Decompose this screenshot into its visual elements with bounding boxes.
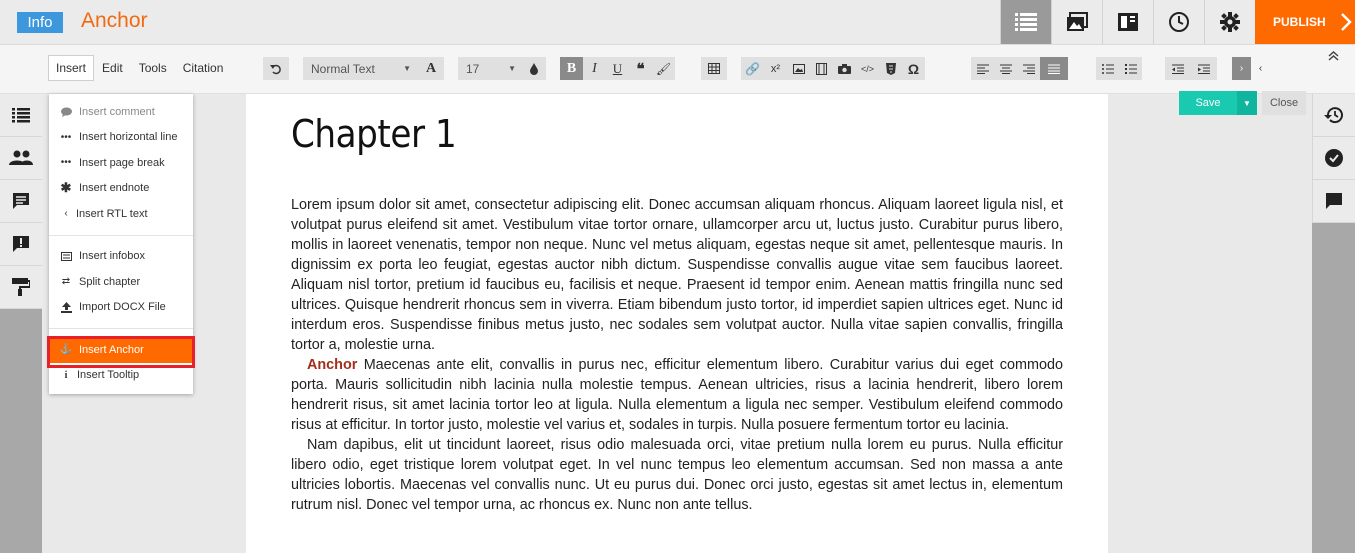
bullet-list-icon [1102, 64, 1114, 74]
italic-button[interactable]: I [592, 60, 597, 76]
menu-item-insert-horizontal-line[interactable] [49, 125, 193, 151]
camera-icon [838, 64, 851, 74]
comment-icon [12, 192, 30, 210]
users-icon [9, 150, 33, 166]
align-right-icon [1023, 64, 1035, 74]
double-chevron-up-icon [1328, 51, 1339, 61]
quote-button[interactable] [629, 57, 652, 80]
comments-button[interactable] [0, 180, 42, 223]
indent-icon [1198, 64, 1210, 74]
align-left-button[interactable] [971, 57, 994, 80]
paragraph-text: Maecenas ante elit, convallis in purus nec, efficitur elementum libero. Curabitur varius dui eget commodo porta. Mauris sollicitudin nibh lacinia nulla molestie tempus. Aenean ultricies, risus a lacinia hendrerit, libero lorem hendrerit risus, sit amet lacinia tortor leo at ligula. Nulla elementum a ligula nec semper. Vestibulum eleifend commodo risus at efficitur. In tortor justo, molestie vel varius et, sodales in turpis. Nulla posuere fermentum tortor eu lacinia. [291, 357, 1063, 433]
font-size-select[interactable] [458, 57, 524, 80]
publish-label: PUBLISH [1273, 15, 1326, 29]
history-button[interactable] [1312, 94, 1355, 137]
undo-icon [270, 63, 282, 75]
editor-toolbar [0, 45, 1355, 94]
caret-down-icon: ▼ [1243, 98, 1251, 108]
menu-item-insert-infobox[interactable] [49, 244, 193, 270]
superscript-button[interactable]: x² [770, 62, 781, 75]
align-center-icon [1000, 64, 1012, 74]
image-icon [793, 64, 805, 74]
numbered-list-button[interactable] [1119, 57, 1142, 80]
menu-item-label: Insert Tooltip [77, 369, 140, 382]
check-circle-icon [1325, 149, 1343, 167]
chapter-body[interactable] [291, 195, 1063, 515]
list-group [1096, 57, 1142, 80]
list-icon [12, 107, 30, 123]
asterisk-icon: ✱ [60, 180, 72, 196]
film-icon [816, 63, 827, 75]
rtl-button[interactable] [1251, 57, 1270, 80]
align-left-icon [977, 64, 989, 74]
tab-edit[interactable]: Edit [102, 61, 123, 75]
video-button[interactable] [810, 57, 833, 80]
review-button[interactable] [1312, 137, 1355, 180]
paint-roller-icon [12, 278, 30, 296]
left-sidebar [0, 94, 42, 553]
info-icon: i [64, 369, 68, 381]
undo-button[interactable] [263, 57, 289, 80]
tab-tools[interactable]: Tools [138, 61, 167, 75]
menu-item-import-docx[interactable] [49, 295, 193, 321]
editor-page[interactable] [246, 94, 1108, 553]
indent-button[interactable] [1191, 57, 1217, 80]
gear-icon[interactable] [1204, 0, 1255, 44]
document-title: Anchor [81, 9, 148, 32]
caret-down-icon: ▼ [403, 64, 411, 73]
chevron-right-icon: › [1239, 63, 1244, 74]
rtl-group [1232, 57, 1270, 80]
link-button[interactable] [741, 57, 764, 80]
code-button[interactable] [856, 57, 879, 80]
save-options-button[interactable] [1237, 91, 1257, 115]
menu-item-label: Split chapter [79, 275, 141, 288]
top-icon-group [1000, 0, 1355, 44]
feedback-button[interactable] [0, 223, 42, 266]
paragraph[interactable] [291, 355, 1063, 435]
quote-icon: ❝ [636, 60, 645, 78]
images-icon[interactable] [1051, 0, 1102, 44]
outdent-icon [1172, 64, 1184, 74]
clock-icon[interactable] [1153, 0, 1204, 44]
code-icon: </> [860, 63, 874, 74]
info-button[interactable]: Info [17, 12, 63, 33]
outdent-button[interactable] [1165, 57, 1191, 80]
camera-button[interactable] [833, 57, 856, 80]
text-color-button[interactable] [522, 57, 546, 80]
chevron-right-icon [1340, 12, 1352, 32]
underline-button[interactable]: U [612, 60, 623, 76]
upload-icon [60, 302, 72, 313]
table-icon [708, 63, 720, 74]
droplet-icon [529, 63, 539, 75]
ltr-button[interactable] [1232, 57, 1251, 80]
bullet-list-button[interactable] [1096, 57, 1119, 80]
collaborators-button[interactable] [0, 137, 42, 180]
image-button[interactable] [787, 57, 810, 80]
font-size-value: 17 [466, 61, 480, 76]
comment-icon [60, 107, 72, 117]
table-button[interactable] [701, 57, 727, 80]
align-center-button[interactable] [994, 57, 1017, 80]
menu-item-insert-rtl-text[interactable] [49, 201, 193, 227]
menu-item-label: Insert comment [79, 105, 155, 118]
book-icon[interactable] [1102, 0, 1153, 44]
history-icon [1324, 106, 1344, 124]
brush-button[interactable] [652, 57, 675, 80]
insert-group [741, 57, 925, 80]
paragraph[interactable]: Nam dapibus, elit ut tincidunt laoreet, risus odio malesuada orci, vitae pretium nulla lorem eu purus. Nulla efficitur libero odio, eget tristique lorem volutpat eget. In vel nunc tempus leo elementum accumsan. Sed non massa a ante ultricies lobortis. Maecenas vel convallis nunc. Ut eu purus dui. Donec orci justo, egestas sit amet lectus in, elementum rutrum nisl. Donec vel tempor urna, ac rhoncus ex. Nunc non ante tellus. [291, 437, 1063, 513]
justify-icon [1048, 64, 1060, 74]
list-icon[interactable] [1000, 0, 1051, 44]
infobox-icon [60, 252, 72, 261]
chapter-title[interactable]: Chapter 1 [291, 112, 457, 156]
numbered-list-icon [1125, 64, 1137, 74]
close-button[interactable]: Close [1262, 91, 1306, 115]
menu-tabs [48, 55, 231, 81]
link-icon: 🔗 [745, 61, 760, 76]
text-style-value: Normal Text [311, 61, 375, 76]
paragraph[interactable]: Lorem ipsum dolor sit amet, consectetur adipiscing elit. Donec accumsan aliquam rhoncus. Aliquam laoreet ligula nisl, et volutpat purus eleifend sit amet. Vestibulum vitae tortor ornare, ullamcorper arcu ut, luctus justo. Curabitur purus libero, mollis in laoreet venenatis, tempor non neque. Nunc vel metus aliquam, egestas neque sit amet, pellentesque mauris. In dignissim ex porta leo feugiat, egestas auctor nibh dictum. Suspendisse convallis augue vitae sem faucibus laoreet. Aliquam nisl tortor, pretium id faucibus eu, facilisis et neque. Praesent id tempor enim. Aenean mattis fringilla nunc sed ultrices. Quisque hendrerit rhoncus sem in viverra. Etiam bibendum justo tortor, id imperdiet sapien ultrices eget. Nunc id interdum eros. Suspendisse finibus metus justo, nec sodales sem volutpat auctor. Nulla vitae sapien convallis, fringilla tortor a, molestie urna. [291, 197, 1063, 353]
dots-icon: ••• [60, 157, 72, 169]
menu-item-label: Import DOCX File [79, 301, 166, 314]
menu-item-label: Insert infobox [79, 250, 146, 263]
save-button[interactable]: Save [1179, 91, 1237, 115]
html5-button[interactable] [879, 57, 902, 80]
align-group [971, 57, 1068, 80]
menu-item-split-chapter[interactable] [49, 269, 193, 295]
menu-item-label: Insert horizontal line [79, 131, 178, 144]
justify-button[interactable] [1040, 57, 1068, 80]
bold-button[interactable]: B [560, 57, 583, 80]
right-sidebar [1312, 94, 1355, 553]
brush-icon: 🖌 [655, 61, 672, 76]
text-style-select[interactable] [303, 57, 419, 80]
font-button[interactable]: A [418, 57, 444, 80]
chat-icon [1325, 192, 1343, 210]
menu-item-insert-comment[interactable] [49, 99, 193, 125]
anchor-marker[interactable]: Anchor [307, 357, 358, 373]
toc-button[interactable] [0, 94, 42, 137]
menu-item-label: Insert RTL text [76, 207, 148, 220]
dots-icon: ••• [60, 131, 72, 143]
menu-divider [49, 328, 193, 329]
menu-item-insert-page-break[interactable] [49, 150, 193, 176]
format-group [560, 57, 675, 80]
chevron-left-icon: ‹ [64, 208, 68, 220]
special-char-button[interactable] [902, 57, 925, 80]
chevron-left-icon: ‹ [1258, 63, 1263, 74]
tab-insert[interactable]: Insert [48, 55, 94, 81]
menu-item-insert-endnote[interactable] [49, 176, 193, 202]
split-icon: ⇄ [61, 276, 71, 288]
menu-divider [49, 235, 193, 236]
styles-button[interactable] [0, 266, 42, 309]
menu-item-label: Insert endnote [79, 182, 150, 195]
publish-button[interactable] [1255, 0, 1355, 44]
tab-citation[interactable]: Citation [182, 61, 224, 75]
top-bar [0, 0, 1355, 45]
collapse-toolbar-button[interactable] [1322, 46, 1344, 66]
anchor-icon: ⚓ [59, 344, 73, 356]
html5-icon [886, 63, 896, 75]
chat-button[interactable] [1312, 180, 1355, 223]
menu-item-label: Insert Anchor [79, 343, 144, 356]
align-right-button[interactable] [1017, 57, 1040, 80]
highlight-frame [47, 336, 195, 368]
caret-down-icon: ▼ [508, 64, 516, 73]
menu-item-label: Insert page break [79, 156, 165, 169]
indent-group [1165, 57, 1217, 80]
omega-icon: Ω [907, 60, 920, 77]
feedback-icon [12, 235, 30, 253]
